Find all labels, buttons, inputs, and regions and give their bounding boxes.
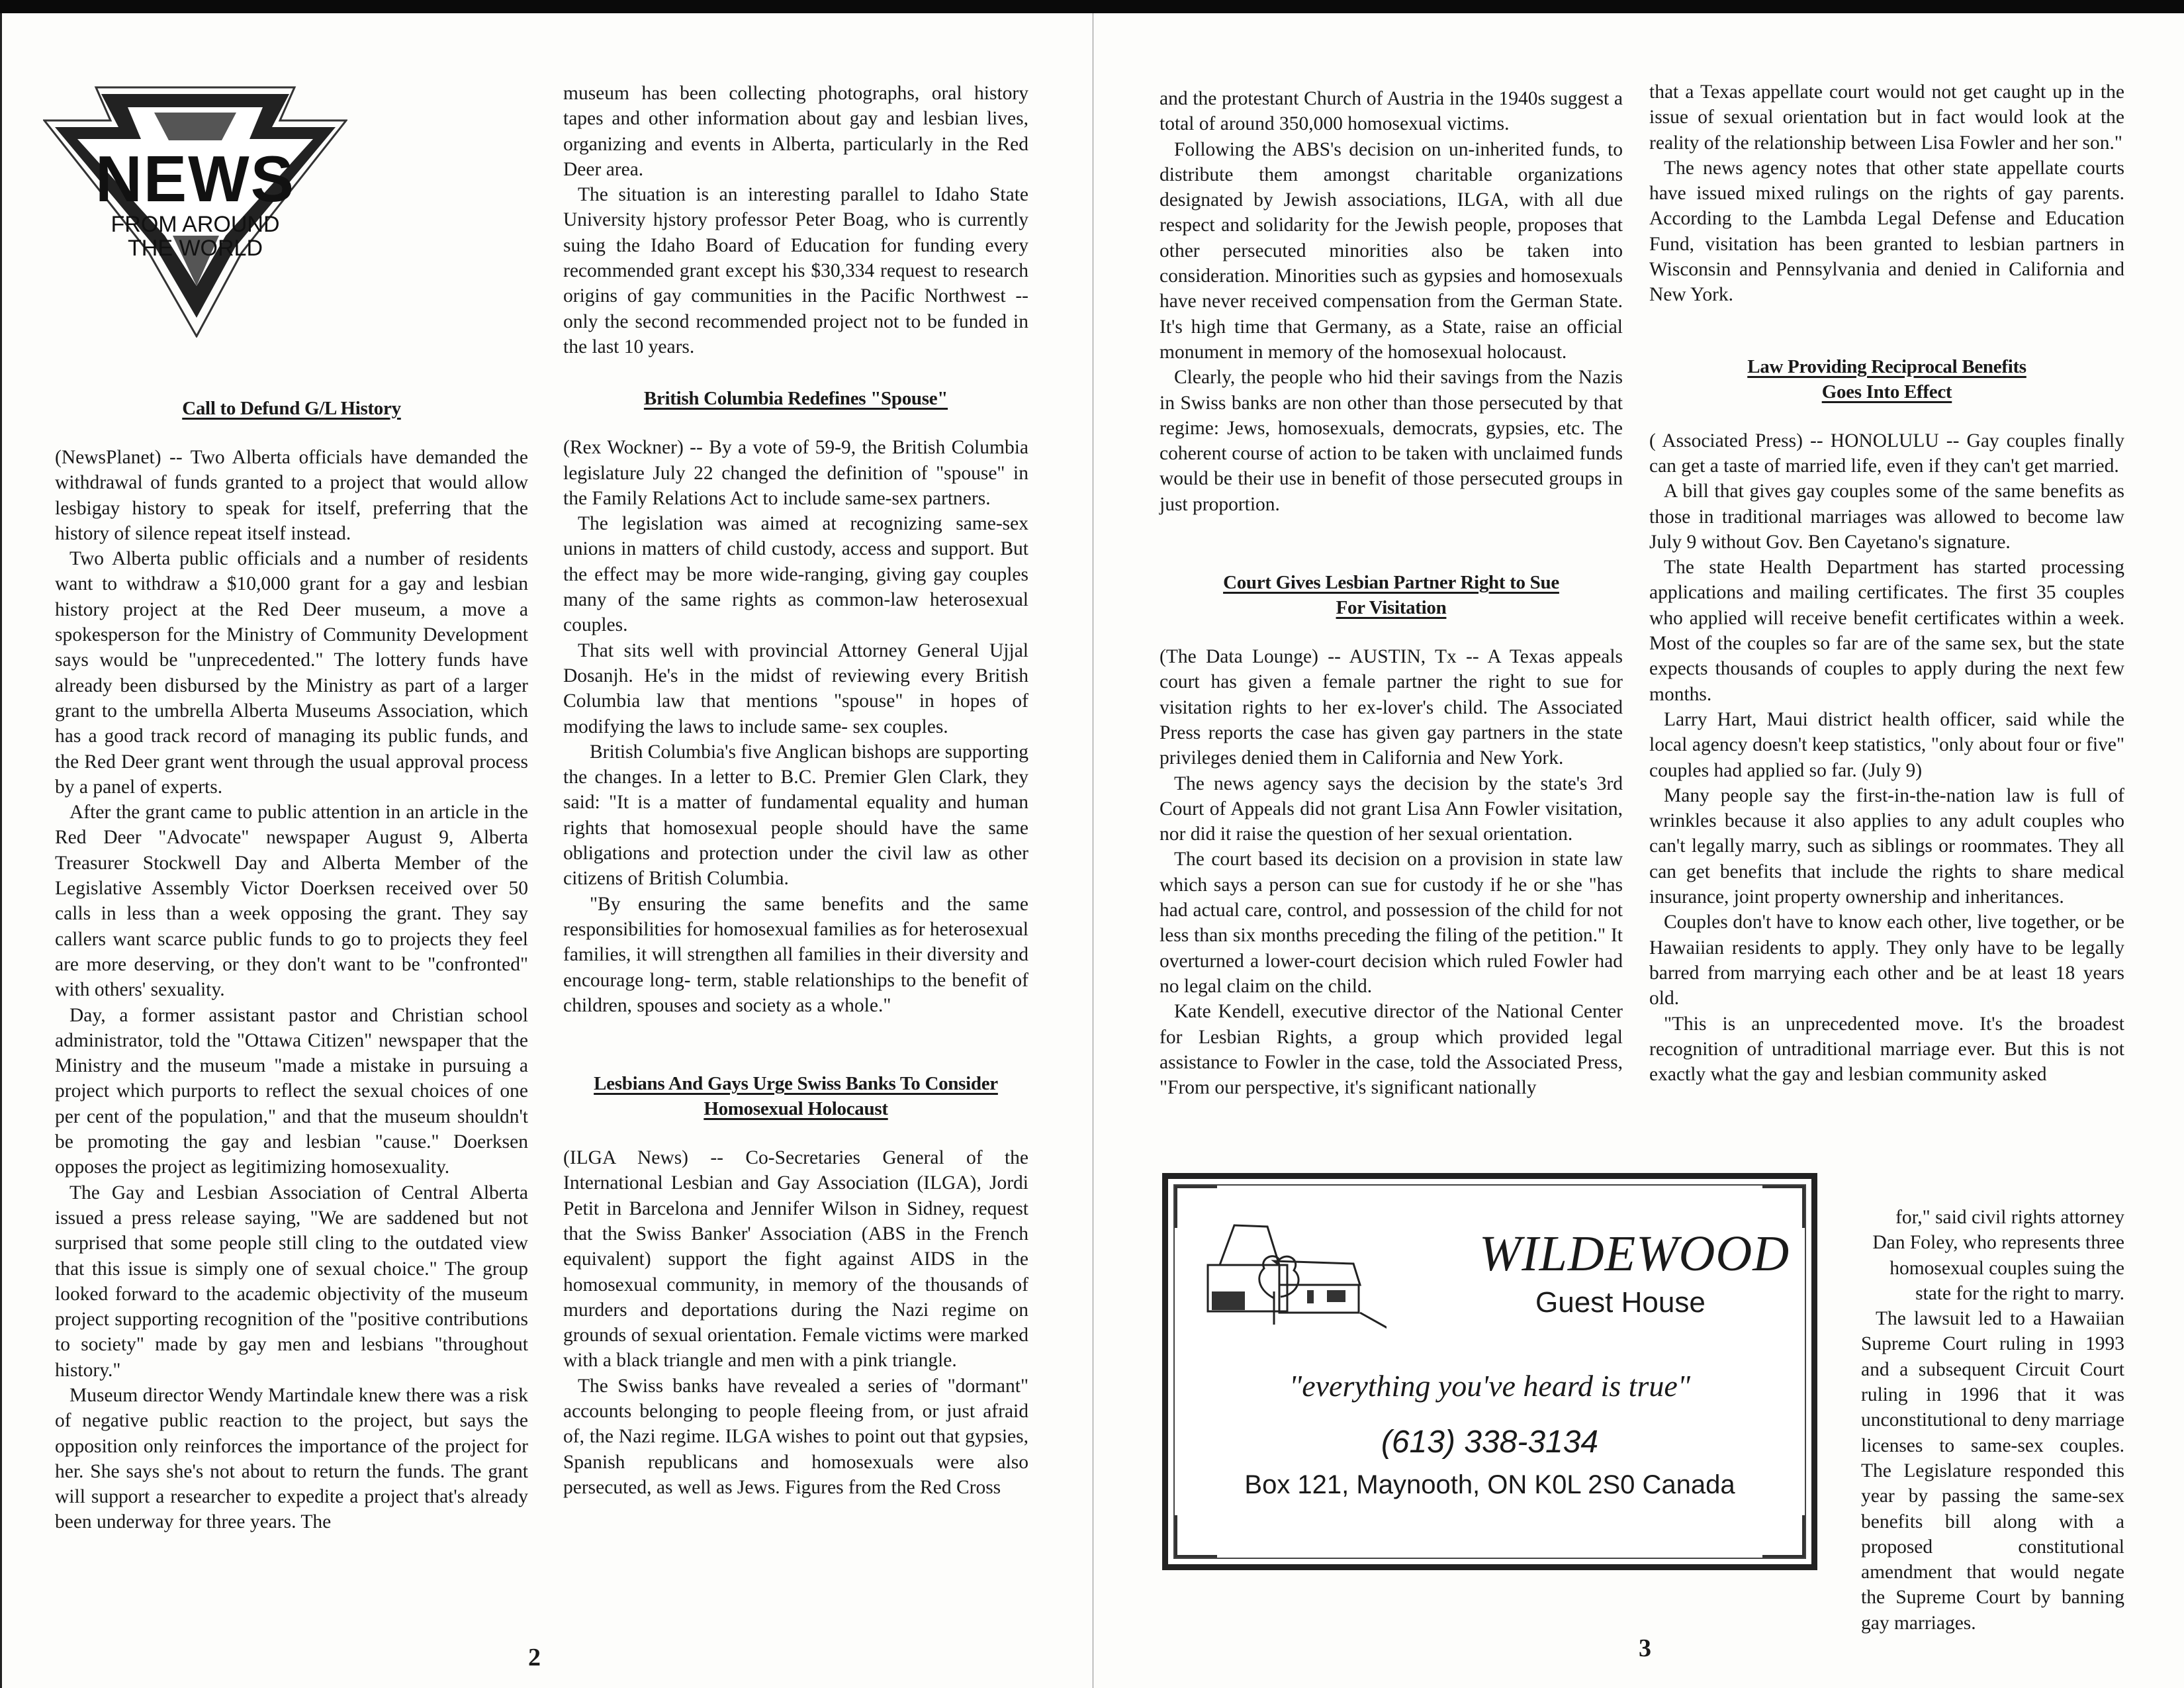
headline-swiss-banks-line-2: Homosexual Holocaust (704, 1098, 888, 1120)
headline-defund: Call to Defund G/L History (182, 398, 401, 419)
scan-top-edge (0, 0, 2184, 13)
headline-court-line-1: Court Gives Lesbian Partner Right to Sue (1223, 572, 1559, 594)
paragraph: Many people say the first-in-the-nation law is full of wrinkles because it also applies to any adult couples who can't legally marry, such as siblings or roommates. They all can get benefits that include the rights to share medical insurance, joint property ownership and inheritances. (1649, 784, 2124, 908)
paragraph: British Columbia's five Anglican bishops are supporting the changes. In a letter to B.C. Premier Glen Clark, they said: "It is a matter of fundamental equality and human rights that homosexual people should have the same obligations and protection under the civil law as other citizens of British Columbia. (563, 741, 1028, 890)
paragraph: The Gay and Lesbian Association of Central Alberta issued a press release saying, "We are saddened but not surprised that some people still cling to the outdated view that this issue is simply one of sexual choice." The group looked forward to the academic objectivity of the museum project supporting recognition of the "positive contributions to society" made by gay men and lesbians "throughout history." (55, 1182, 528, 1381)
paragraph: Kate Kendell, executive director of the National Center for Lesbian Rights, a group which provided legal assistance to Fowler in the case, told the Associated Press, "From our perspective, it's significant nationally (1160, 1001, 1623, 1099)
paragraph: A bill that gives gay couples some of the same benefits as those in traditional marriages was allowed to become law July 9 without Gov. Ben Cayetano's signature. (1649, 481, 2124, 553)
ad-subtitle: Guest House (1535, 1286, 1706, 1319)
paragraph: Day, a former assistant pastor and Christian school administrator, told the "Ottawa Citizen" newspaper that the Ministry and the museum "made a mistake in pursuing a project which purports to reflect the sexual choices of one per cent of the population," and that the museum shouldn't be promoting the gay and lesbian "cause." Doerksen opposes the project as legitimizing homosexuality. (55, 1004, 528, 1178)
logo-news: NEWS (95, 142, 295, 215)
ad-business-name: WILDEWOOD (1479, 1226, 1790, 1282)
ad-phone: (613) 338-3134 (1381, 1425, 1599, 1460)
headline-swiss-banks-line-1: Lesbians And Gays Urge Swiss Banks To Consider (594, 1073, 998, 1095)
headline-court-line-2: For Visitation (1336, 597, 1447, 619)
paragraph: (NewsPlanet) -- Two Alberta officials have demanded the withdrawal of funds granted to a project that would allow lesbigay history to speak for itself, preferring that the history of silence repeat itself instead. (55, 447, 528, 544)
paragraph: for," said civil rights attorney Dan Foley, who represents three homosexual couples suing the state for the right to marry. (1872, 1207, 2124, 1304)
paragraph: Museum director Wendy Martindale knew there was a risk of negative public reaction to the project, but says the opposition only reinforces the importance of the project for her. She says she's not about to return the funds. The grant will support a researcher to expedite a project that's already been underway for three years. The (55, 1384, 528, 1533)
logo-line-1: FROM AROUND (111, 212, 280, 237)
paragraph: After the grant came to public attention in an article in the Red Deer "Advocate" newspaper August 9, Alberta Treasurer Stockwell Day and Alberta Member of the Legislative Assembly Victor Doerksen received over 50 calls in less than a week opposing the grant. They say callers want scarce public funds to go to projects they feel are more deserving, or they don't want to be "confronted" with others' sexuality. (55, 802, 528, 1001)
column-2 (563, 81, 1028, 1500)
wildewood-advertisement (1162, 1173, 1817, 1570)
headline-reciprocal-benefits (1649, 354, 2124, 404)
ad-address: Box 121, Maynooth, ON K0L 2S0 Canada (1244, 1470, 1735, 1499)
paragraph: That sits well with provincial Attorney General Ujjal Dosanjh. He's in the midst of reviewing every British Columbia law that mentions "spouse" in hopes of modifying the laws to include same- sex couples. (563, 639, 1028, 737)
logo-line-2: THE WORLD (128, 236, 263, 261)
paragraph: The legislation was aimed at recognizing same-sex unions in matters of child custody, access and support. But the effect may be more wide-ranging, giving gay couples many of the same rights as common-law heterosexual couples. (563, 513, 1028, 636)
headline-swiss-banks (563, 1071, 1028, 1121)
guest-house-drawing-icon (1201, 1219, 1387, 1338)
paragraph: The Swiss banks have revealed a series of "dormant" accounts belonging to people fleeing from, or just afraid of, the Nazi regime. ILGA wishes to point out that gypsies, Spanish republicans and homosexuals were also persecuted, as well as Jews. Figures from the Red Cross (563, 1375, 1028, 1498)
paragraph: ( Associated Press) -- HONOLULU -- Gay couples finally can get a taste of married life, even if they can't get married. (1649, 430, 2124, 477)
page-2 (0, 13, 1095, 1688)
paragraph: The court based its decision on a provision in state law which says a person can sue for custody if he or she "has had actual care, control, and possession of the child for not less than six months preceding the filing of the petition." It overturned a lower-court decision which ruled Fowler had no legal claim on the child. (1160, 849, 1623, 997)
headline-court-visitation (1160, 570, 1623, 620)
news-from-around-the-world-logo (43, 86, 347, 338)
page-number-right: 3 (1639, 1634, 1651, 1662)
headline-bc-spouse: British Columbia Redefines "Spouse" (643, 388, 948, 410)
paragraph: The state Health Department has started processing applications and mailing certificates. The first 35 couples who applied will receive benefit certificates within a week. Most of the couples so far are of the same sex, but the state expects thousands of couples to apply during the next few months. (1649, 557, 2124, 705)
paragraph: The news agency says the decision by the state's 3rd Court of Appeals did not grant Lisa Ann Fowler visitation, nor did it raise the question of her sexual orientation. (1160, 773, 1623, 845)
paragraph: and the protestant Church of Austria in the 1940s suggest a total of around 350,000 homosexual victims. (1160, 88, 1623, 135)
paragraph: Larry Hart, Maui district health officer, said while the local agency doesn't keep statistics, "only about four or five" couples had applied so far. (July 9) (1649, 708, 2124, 781)
paragraph: "This is an unprecedented move. It's the broadest recognition of untraditional marriage ever. But this is not exactly what the gay and lesbian community asked (1649, 1013, 2124, 1086)
paragraph: museum has been collecting photographs, oral history tapes and other information about gay and lesbian lives, organizing and events in Alberta, particularly in the Red Deer area. (563, 83, 1028, 180)
column-3 (1160, 86, 1623, 1100)
paragraph: The lawsuit led to a Hawaiian Supreme Court ruling in 1993 and a subsequent Circuit Court ruling in 1996 that it was unconstitutional to deny marriage licenses to same-sex couples. The Legislature responded this year by passing the same-sex benefits bill along with a proposed constitutional amendment that would negate the Supreme Court by banning gay marriages. (1861, 1308, 2124, 1634)
paragraph: The news agency notes that other state appellate courts have issued mixed rulings on the rights of gay parents. According to the Lambda Legal Defense and Education Fund, visitation has been granted to lesbian partners in Wisconsin and Pennsylvania and denied in California and New York. (1649, 157, 2124, 306)
paragraph: Two Alberta public officials and a number of residents want to withdraw a $10,000 grant for a gay and lesbian history project at the Red Deer museum, a move a spokesperson for the Ministry of Community Development says would be "unprecedented." The lottery funds have already been disbursed by the Ministry as part of a larger grant to the umbrella Alberta Museums Association, which has a good track record of managing its public funds, and the Red Deer grant went through the usual approval process by a panel of experts. (55, 548, 528, 798)
paragraph: (Rex Wockner) -- By a vote of 59-9, the British Columbia legislature July 22 changed the definition of "spouse" in the Family Relations Act to include same-sex partners. (563, 437, 1028, 509)
paragraph: Following the ABS's decision on un-inherited funds, to distribute them amongst charitable organizations designated by Jewish associations, ILGA, with all due respect and solidarity for the Jewish people, proposes that other persecuted minorities also be taken into consideration. Minorities such as gypsies and homosexuals have never received compensation from the German State. It's high time that Germany, as a State, raise an official monument in memory of the homosexual holocaust. (1160, 138, 1623, 363)
paragraph: (The Data Lounge) -- AUSTIN, Tx -- A Texas appeals court has given a female partner the right to sue for visitation rights to her ex-lover's child. The Associated Press reports the case has given gay partners in the state privileges denied them in California and New York. (1160, 646, 1623, 769)
page-number-left: 2 (528, 1644, 541, 1671)
headline-reciprocal-line-1: Law Providing Reciprocal Benefits (1747, 355, 2026, 377)
ornamental-corner-icon (1175, 1515, 1217, 1558)
paragraph: "By ensuring the same benefits and the same responsibilities for homosexual families as for heterosexual families, it will strengthen all families in their diversity and encourage long- term, stable relationships to the benefit of children, spouses and society as a whole." (563, 893, 1028, 1016)
column-4 (1649, 79, 2124, 1087)
paragraph: (ILGA News) -- Co-Secretaries General of the International Lesbian and Gay Association (ILGA), Jordi Petit in Barcelona and Jennifer Wilson in Sidney, request that the Swiss Banker' Association (ABS in the French equivalent) support the fight against AIDS in the homosexual community, in memory of the thousands of murders and deportations during the Nazi regime on grounds of sexual orientation. Female victims were marked with a black triangle and men with a pink triangle. (563, 1147, 1028, 1372)
headline-reciprocal-line-2: Goes Into Effect (1821, 381, 1952, 402)
paragraph: Couples don't have to know each other, live together, or be Hawaiian residents to apply. They only have to be legally barred from marrying each other and be at least 18 years old. (1649, 912, 2124, 1009)
column-4-narrow (1861, 1205, 2124, 1636)
paragraph: The situation is an interesting parallel to Idaho State University hjstory professor Peter Boag, who is currently suing the Idaho Board of Education for funding every recommended grant except his $30,334 request to research origins of gay communities in the Pacific Northwest -- only the second recommended project not to be funded in the last 10 years. (563, 184, 1028, 357)
ad-tagline: "everything you've heard is true" (1289, 1369, 1691, 1403)
article-defund (55, 396, 528, 1535)
paragraph: Clearly, the people who hid their savings from the Nazis in Swiss banks are non other than those persecuted by that regime: Jews, homosexuals, democrats, gypsies, etc. The coherent course of action to be taken with unclaimed funds would be their use in benefit of those persecuted groups in just proportion. (1160, 367, 1623, 515)
ornamental-corner-icon (1762, 1515, 1805, 1558)
ornamental-corner-icon (1762, 1186, 1805, 1228)
paragraph: that a Texas appellate court would not get caught up in the issue of sexual orientation but in fact would look at the reality of the relationship between Lisa Fowler and her son." (1649, 81, 2124, 154)
